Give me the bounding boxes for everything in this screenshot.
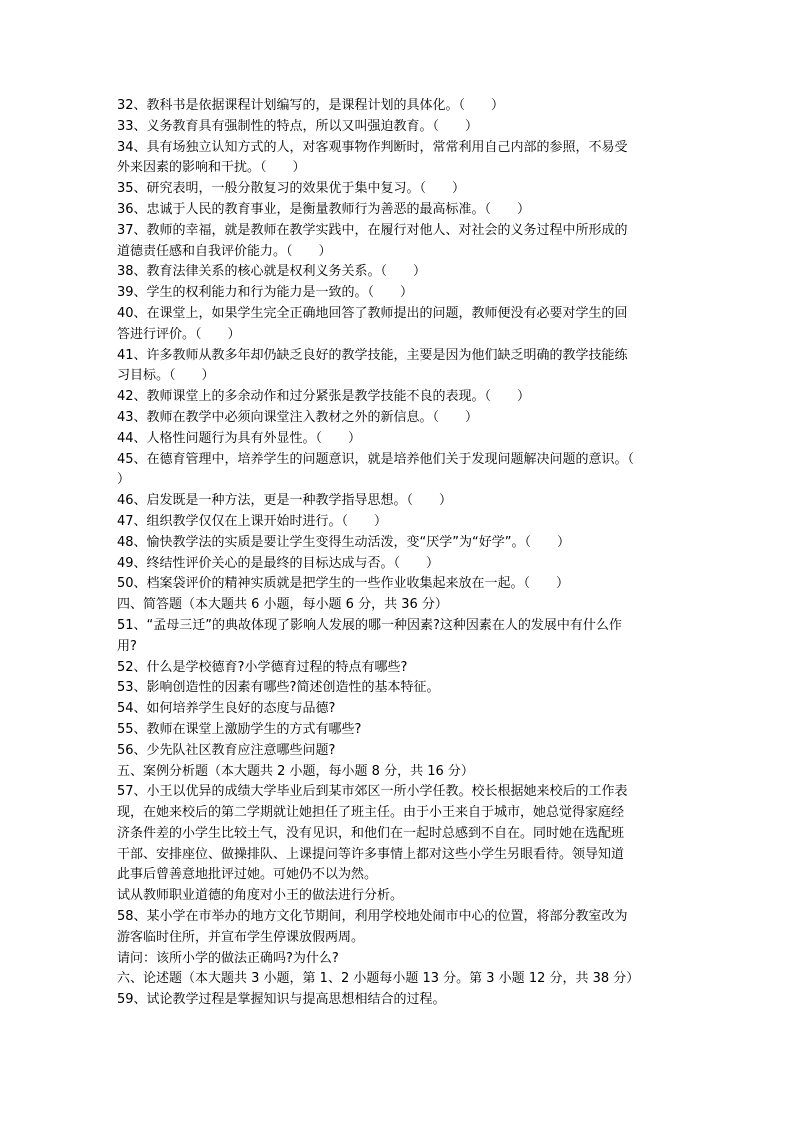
question-49: 49、终结性评价关心的是最终的目标达成与否。（ ） — [117, 555, 440, 571]
question-57-cont-2: 济条件差的小学生比较土气，没有见识，和他们在一起时总感到不自在。同时她在选配班 — [117, 825, 625, 841]
question-35: 35、研究表明，一般分散复习的效果优于集中复习。（ ） — [117, 181, 466, 197]
question-58-cont: 游客临时住所，并宣布学生停课放假两周。 — [117, 929, 365, 945]
question-37: 37、教师的幸福，就是教师在教学实践中，在履行对他人、对社会的义务过程中所形成的 — [117, 222, 628, 238]
section-heading-short-answer: 四、简答题（本大题共 6 小题，每小题 6 分，共 36 分） — [117, 597, 448, 613]
question-57: 57、小王以优异的成绩大学毕业后到某市郊区一所小学任教。校长根据她来校后的工作表 — [117, 784, 628, 800]
question-53: 53、影响创造性的因素有哪些?简述创造性的基本特征。 — [117, 680, 440, 696]
question-34-cont: 外来因素的影响和干扰。（ ） — [117, 160, 306, 176]
question-41-cont: 习目标。（ ） — [117, 368, 215, 384]
question-57-cont-3: 干部、安排座位、做操排队、上课提问等许多事情上都对这些小学生另眼看待。领导知道 — [117, 846, 625, 862]
section-heading-essay: 六、论述题（本大题共 3 小题，第 1、2 小题每小题 13 分。第 3 小题 12 分，共 38 分） — [117, 971, 640, 987]
question-59: 59、试论教学过程是掌握知识与提高思想相结合的过程。 — [117, 992, 446, 1008]
question-57-cont-1: 现，在她来校后的第二学期就让她担任了班主任。由于小王来自于城市，她总觉得家庭经 — [117, 805, 625, 821]
question-57-prompt: 试从教师职业道德的角度对小王的做法进行分析。 — [117, 888, 404, 904]
question-47: 47、组织教学仅仅在上课开始时进行。（ ） — [117, 513, 388, 529]
question-40: 40、在课堂上，如果学生完全正确地回答了教师提出的问题，教师便没有必要对学生的回 — [117, 305, 628, 321]
section-heading-case-analysis: 五、案例分析题（本大题共 2 小题，每小题 8 分，共 16 分） — [117, 763, 474, 779]
question-41: 41、许多教师从教多年却仍缺乏良好的教学技能，主要是因为他们缺乏明确的教学技能练 — [117, 347, 628, 363]
question-42: 42、教师课堂上的多余动作和过分紧张是教学技能不良的表现。（ ） — [117, 389, 531, 405]
question-51: 51、“孟母三迁”的典故体现了影响人发展的哪一种因素?这种因素在人的发展中有什么作 — [117, 617, 622, 633]
question-48: 48、愉快教学法的实质是要让学生变得生动活泼，变“厌学”为“好学”。（ ） — [117, 534, 570, 550]
question-38: 38、教育法律关系的核心就是权利义务关系。（ ） — [117, 264, 427, 280]
question-54: 54、如何培养学生良好的态度与品德? — [117, 701, 336, 717]
question-57-cont-4: 此事后曾善意地批评过她。可她仍不以为然。 — [117, 867, 378, 883]
question-58: 58、某小学在市举办的地方文化节期间，利用学校地处闹市中心的位置，将部分教室改为 — [117, 909, 628, 925]
question-43: 43、教师在教学中必须向课堂注入教材之外的新信息。（ ） — [117, 409, 479, 425]
question-44: 44、人格性问题行为具有外显性。（ ） — [117, 430, 362, 446]
question-34: 34、具有场独立认知方式的人，对客观事物作判断时，常常利用自己内部的参照，不易受 — [117, 139, 628, 155]
question-33: 33、义务教育具有强制性的特点，所以又叫强迫教育。（ ） — [117, 118, 479, 134]
question-45: 45、在德育管理中，培养学生的问题意识，就是培养他们关于发现问题解决问题的意识。（ — [117, 451, 635, 467]
document-body — [117, 96, 677, 1011]
question-37-cont: 道德责任感和自我评价能力。（ ） — [117, 243, 332, 259]
question-45-cont: ） — [117, 472, 131, 488]
question-50: 50、档案袋评价的精神实质就是把学生的一些作业收集起来放在一起。（ ） — [117, 576, 570, 592]
question-58-prompt: 请问：该所小学的做法正确吗?为什么? — [117, 950, 339, 966]
question-39: 39、学生的权利能力和行为能力是一致的。（ ） — [117, 285, 414, 301]
question-51-cont: 用? — [117, 638, 137, 654]
question-32: 32、教科书是依据课程计划编写的，是课程计划的具体化。（ ） — [117, 98, 505, 113]
question-56: 56、少先队社区教育应注意哪些问题? — [117, 742, 336, 758]
question-36: 36、忠诚于人民的教育事业，是衡量教师行为善恶的最高标准。（ ） — [117, 201, 531, 217]
question-52: 52、什么是学校德育?小学德育过程的特点有哪些? — [117, 659, 408, 675]
question-40-cont: 答进行评价。（ ） — [117, 326, 241, 342]
question-55: 55、教师在课堂上激励学生的方式有哪些? — [117, 721, 362, 737]
question-46: 46、启发既是一种方法，更是一种教学指导思想。（ ） — [117, 493, 453, 509]
